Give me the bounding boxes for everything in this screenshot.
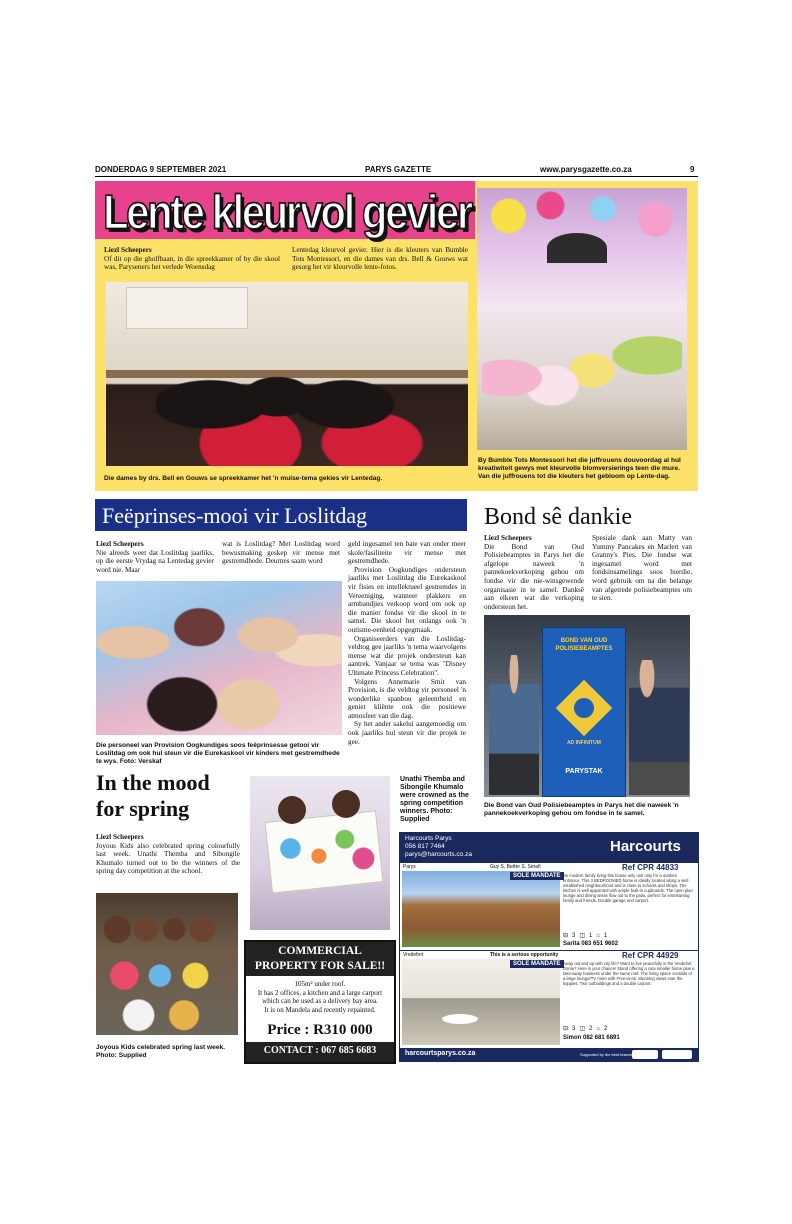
bed-icon: ⊟ <box>563 933 569 939</box>
bond-col1 <box>484 534 584 611</box>
bond-col1-text: Die Bond van Oud Polisiebeamptes in Parys het die afgelope naweek 'n pannekoekverkoping gehou om fondse vir die nie-winsgewende organisasie in te samel. Danksê aan elkeen wat die verkoping ondersteun het. <box>484 542 584 611</box>
listing1-desc: Be modern family living this house only unit only for a outdoor entrance. This 3 BEDROOMED home is ideally located along a well established neighbourhood and is close to schools and shops. The kitchen is well appointed with ample built-in cupboards. The open plan lounge and dining areas flow out to the patio, perfect for entertaining family and friends. Double garage and carport. <box>563 873 693 903</box>
lente-intro-text-1: Of dit op die gholfbaan, in die spreekkamer of by die skool was, Paryseners het verlede Woensdag <box>104 254 280 272</box>
feeprinses-title: Feëprinses-mooi vir Loslitdag <box>102 503 368 528</box>
spring-winners-caption: Unathi Themba and Sibongile Khumalo were crowned as the spring competition winners. Photo: Supplied <box>400 776 469 823</box>
joyous-kids-group-photo <box>96 893 238 1035</box>
header-website[interactable]: www.parysgazette.co.za <box>540 165 632 174</box>
harcourts-ad <box>399 832 699 1062</box>
spring-title-line2: for spring <box>96 796 190 821</box>
bed-icon: ⊟ <box>563 1026 569 1032</box>
listing1-beds: 3 <box>572 932 576 939</box>
listing2-features <box>563 1025 607 1032</box>
feeprinses-para: geld ingesamel ten bate van onder meer skole/fasiliteite vir mense met gestremdhede. <box>348 540 466 566</box>
commercial-property-ad <box>244 940 396 1064</box>
feeprinses-col1 <box>96 540 214 574</box>
ad-price: Price : R310 000 <box>267 1022 373 1038</box>
listing2-ref: Ref CPR 44929 <box>622 951 679 960</box>
spring-winners-photo <box>250 776 390 930</box>
lente-byline: Liezl Scheepers <box>104 246 152 254</box>
bath-icon: ◫ <box>579 933 586 939</box>
police-officer-figure <box>489 655 539 795</box>
listing2-beds: 3 <box>572 1025 576 1032</box>
header-publication: PARYS GAZETTE <box>365 165 432 174</box>
listing2-photo <box>402 959 560 1045</box>
emblem-center <box>574 698 594 718</box>
lente-photo1-caption: Die dames by drs. Bell en Gouws se spreekkamer het 'n muise-tema gekies vir Lentedag. <box>104 475 383 482</box>
ad-line-2: It has 2 offices, a kitchen and a large carport which can be used as a delivery bay area. <box>257 988 383 1006</box>
harcourts-footer-tag: Supported by the best brands <box>580 1052 633 1057</box>
feeprinses-para: Volgens Annemarie Smit van Provision, is die veldtog vir personeel 'n wonderlike spanbou geleentheid en geniet kliënte ook die positiewe atmosfeer van die dag. <box>348 677 466 720</box>
spring-body-text: Joyous Kids also celebrated spring colourfully last week. Unathi Themba and Sibongile Khumalo turned out to be the winners of the spring day competition at the school. <box>96 841 240 876</box>
feeprinses-para: Organiseerders van die Loslitdag-veldtog gee jaarliks 'n tema waarvolgens mense wat die projek ondersteun kan aantrek. Vanjaar se tema was "Disney Ultimate Princess Celebration". <box>348 634 466 677</box>
listing1-features <box>563 932 607 939</box>
header-rule <box>95 176 698 177</box>
bath-icon: ◫ <box>579 1026 586 1032</box>
listing1-address: Guy S, Better S, Serafi <box>490 864 541 870</box>
garage-icon: ⌂ <box>596 932 601 939</box>
listing2-agent[interactable]: Simon 082 681 6891 <box>563 1035 620 1041</box>
feeprinses-col1-text: Nie alreeds weet dat Loslitdag jaarliks, op die eerste Vrydag na Lentedag gevier word nie. Maar <box>96 548 214 574</box>
handprint-poster <box>265 810 384 893</box>
spring-byline: Liezl Scheepers <box>96 833 144 841</box>
child-head <box>332 790 360 818</box>
feeprinses-para: Provision Oogkundiges ondersteun jaarliks met Loslitdag die Eurekaskool vir fisies en intellektueel gestremdes in Vereeniging, wanneer plakkers en armbandjies verkoop word om ook op die manier fondse vir die skool in te samel. Die skool het onlangs ook 'n outisme-eenheid opgegmaak. <box>348 565 466 634</box>
lente-photo2-caption: By Bumble Tots Montessori het die juffrouens douvoordag al hul kreatiwiteit gewys met kleurvolle blomversierings teen die mure. Van die juffrouens tot die kleuters het gebloom op Lente-dag. <box>478 457 681 480</box>
harcourts-contact <box>405 835 472 859</box>
partner-logo <box>662 1050 692 1059</box>
children-group <box>482 288 682 438</box>
kids-faces <box>96 903 238 1035</box>
princess-staff-photo <box>96 581 342 735</box>
ad-line-1: 105m² under roof. <box>294 980 346 988</box>
listing2-badge: SOLE MANDATE <box>510 960 564 968</box>
feeprinses-byline: Liezl Scheepers <box>96 540 144 548</box>
bond-byline: Liezl Scheepers <box>484 534 532 542</box>
banner-motto: AD INFINITUM <box>567 740 601 746</box>
banner-text-2: POLISIEBEAMPTES <box>555 646 613 652</box>
listing2-area: Vredefort <box>403 952 424 958</box>
listing2-garages: 2 <box>604 1025 608 1032</box>
harcourts-footer-site[interactable]: harcourtsparys.co.za <box>405 1050 476 1057</box>
spring-title <box>96 770 210 822</box>
lente-intro-text-2: Lentedag kleurvol gevier. Hier is die kleuters van Bumble Tots Montessori, en die dames van drs. Bell & Gouws wat gesorg het vir kleurvolle lente-fotos. <box>292 246 468 272</box>
princess-faces <box>96 581 342 735</box>
handprints <box>266 811 383 892</box>
listing1-area: Parys <box>403 864 416 870</box>
ad-line-3: It is on Mandela and recently repainted. <box>264 1005 376 1014</box>
listing1-garages: 1 <box>604 932 608 939</box>
listing1-baths: 1 <box>589 932 593 939</box>
bond-caption: Die Bond van Oud Polisiebeamptes in Parys het die naweek 'n pannekoekverkoping gehou om fondse in te samel. <box>484 802 679 817</box>
listing1-badge: SOLE MANDATE <box>510 872 564 880</box>
feeprinses-col2 <box>222 540 340 566</box>
feeprinses-caption: Die personeel van Provision Oogkundiges soos feëprinsesse getooi vir Loslitdag om ook hul steun vir die Eurekaskool vir kinders met gestremdhede te wys. Foto: Verskaf <box>96 742 340 765</box>
garage-icon: ⌂ <box>596 1025 601 1032</box>
header-date: DONDERDAG 9 SEPTEMBER 2021 <box>95 165 227 174</box>
feeprinses-para: Sy het ander sakelui aangemoedig om ook jaarliks hul steun vir die projek te gee. <box>348 720 466 746</box>
page-number: 9 <box>690 165 695 174</box>
child-head <box>278 796 306 824</box>
listing1-ref: Ref CPR 44833 <box>622 863 679 872</box>
listing1-photo <box>402 871 560 947</box>
listing2-desc: Away out and up with city life? Want to live peacefully in the Vredefort Dome? Here is your chance! Stand offering a cute smaller home plus a take-away business under the same roof. The living space consists of a large lounge/TV room with Free-to-air. Stunning views over the koppies. Two outbuildings and a double carport. <box>563 961 695 986</box>
harcourts-office: Harcourts Parys <box>405 835 452 842</box>
montessori-kids-photo <box>477 188 687 450</box>
feeprinses-col2-text: wat is Loslitdag? Met Loslitdag word bewusmaking geskep vir mense met gestremdhede. Deurnes saam word <box>222 540 340 566</box>
lente-intro-col1 <box>104 246 280 272</box>
bond-col2 <box>592 534 692 603</box>
spring-title-line1: In the mood <box>96 770 210 795</box>
banner-place: PARYSTAK <box>565 768 603 775</box>
ad-headline-2: PROPERTY FOR SALE!! <box>254 960 386 972</box>
harcourts-logo: Harcourts <box>610 838 681 855</box>
photo-people-group <box>156 312 426 466</box>
ad-details <box>250 980 390 1014</box>
harcourts-email[interactable]: parys@harcourts.co.za <box>405 851 472 858</box>
umbrella-shape <box>547 233 607 263</box>
patio-table <box>442 1014 478 1024</box>
lente-title: Lente kleurvol gevier <box>103 185 471 240</box>
banner-text-1: BOND VAN OUD <box>560 638 608 644</box>
man-figure <box>629 660 689 795</box>
bond-title: Bond sê dankie <box>484 504 632 530</box>
ad-contact[interactable]: CONTACT : 067 685 6683 <box>263 1045 377 1056</box>
feeprinses-col3 <box>348 540 466 746</box>
spring-group-caption: Joyous Kids celebrated spring last week. Photo: Supplied <box>96 1044 225 1059</box>
listing1-agent[interactable]: Sarita 083 651 9602 <box>563 941 619 947</box>
bond-col2-text: Spesiale dank aan Matty van Yummy Pancakes en Marlett van Granny's Pies. Die fondse wat ingesamel word met fondsinsamelings soos hierdie, word gebruik om na die belange van afgetrede polisiebeamptes om te sien. <box>592 534 692 603</box>
lente-intro-col2 <box>292 246 468 272</box>
spring-body <box>96 833 240 876</box>
mouse-theme-photo <box>106 282 468 466</box>
listing2-address: This is a serious opportunity <box>490 952 559 958</box>
police-banner-photo <box>484 615 690 797</box>
ad-headline-1: COMMERCIAL <box>278 945 362 957</box>
bond-banner <box>542 627 626 797</box>
harcourts-phone[interactable]: 056 817 7464 <box>405 843 445 850</box>
listing2-baths: 2 <box>589 1025 593 1032</box>
partner-logo <box>632 1050 658 1059</box>
